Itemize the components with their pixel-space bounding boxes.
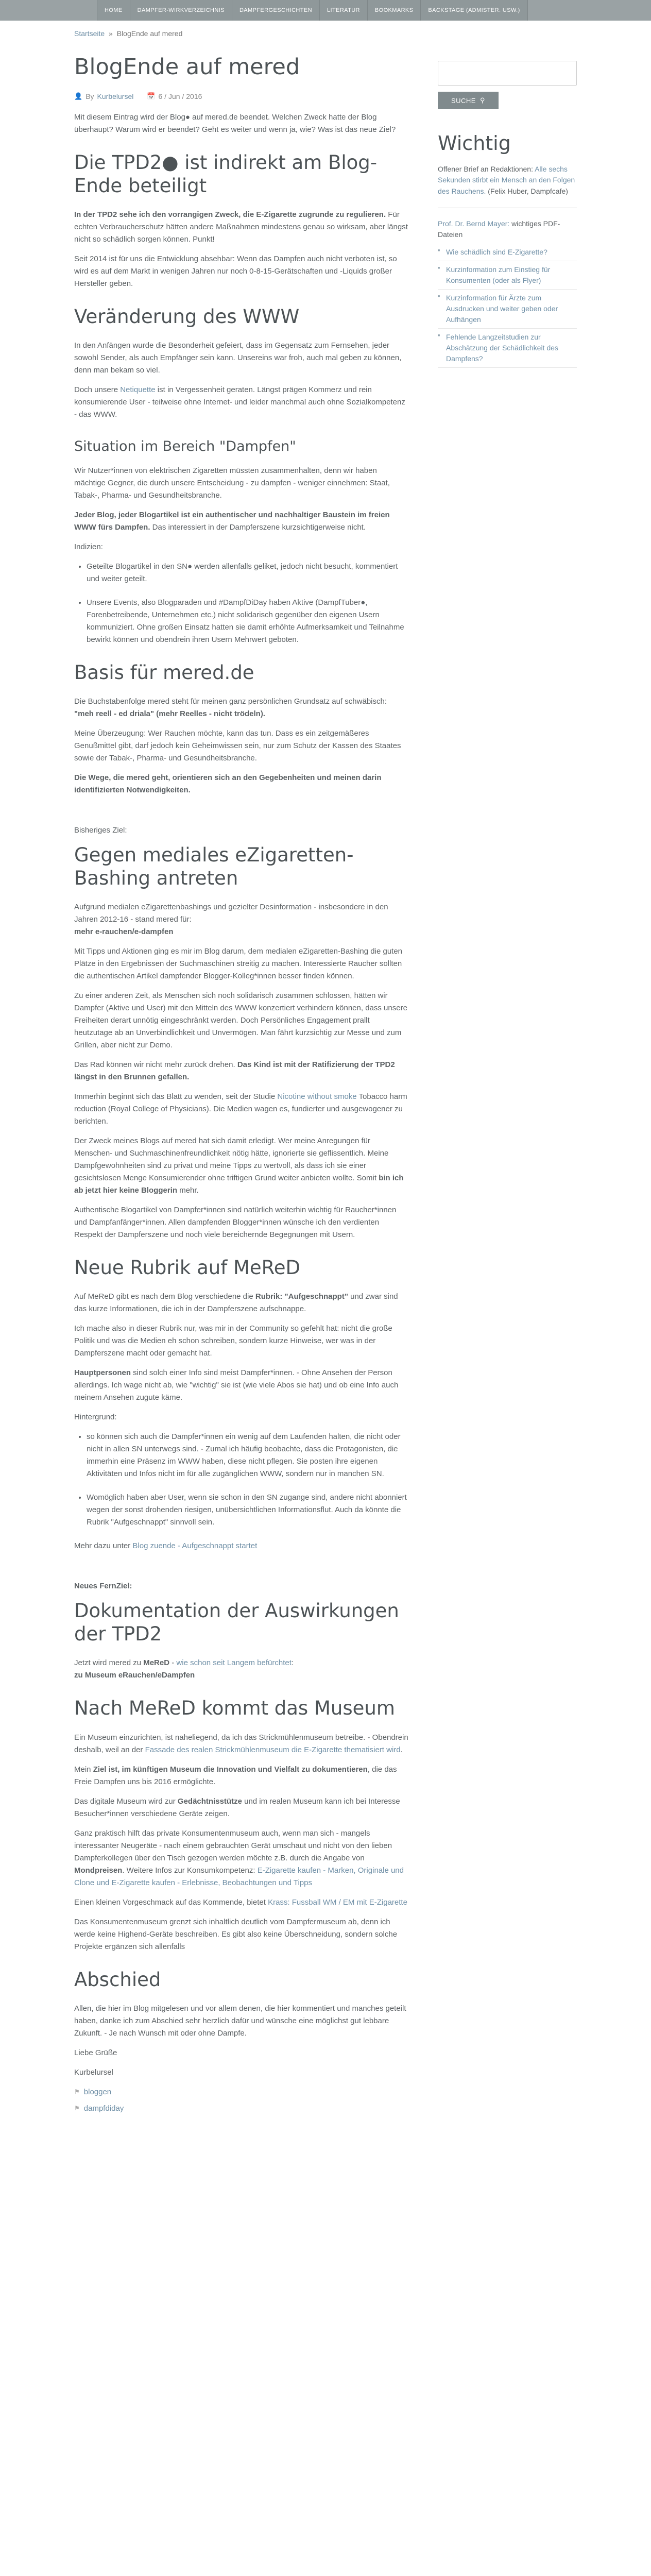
museum-paragraph-3 [74, 1795, 409, 1820]
search-icon: ⚲ [479, 96, 486, 104]
museum-p2-bold: Ziel ist, im künftigen Museum die Innovation und Vielfalt zu dokumentieren [93, 1765, 368, 1774]
basis-quote: "meh reell - ed driala" (mehr Reelles - nicht trödeln). [74, 709, 265, 719]
www-text-a: Doch unsere [74, 385, 121, 395]
heading-situation: Situation im Bereich "Dampfen" [74, 438, 296, 455]
search-button[interactable] [438, 92, 499, 109]
museum-paragraph-2 [74, 1764, 409, 1788]
bashing-p6-text-b: mehr. [177, 1185, 199, 1195]
doku-quote: zu Museum eRauchen/eDampfen [74, 1671, 195, 1680]
tag-dampfdiday[interactable] [74, 2103, 409, 2115]
bashing-paragraph-2: Mit Tipps und Aktionen ging es mir im Blog darum, dem medialen eZigaretten-Bashing die guten Plätze in den Ergebnissen der Suchmaschinen streitig zu machen. Interessierte Raucher sollten die authentischen Artikel dampfender Blogger-Kolleg*innen besser finden können. [74, 946, 403, 980]
heading-basis: Basis für mered.de [74, 661, 254, 684]
abschied-signature: Kurbelursel [74, 2067, 113, 2077]
befuerchtet-link[interactable]: wie schon seit Langem befürchtet [176, 1658, 292, 1668]
nav-item-dampfergeschichten[interactable]: DAMPFERGESCHICHTEN [232, 0, 320, 21]
bashing-paragraph-7: Authentische Blogartikel von Dampfer*innen sind natürlich weiterhin wichtig für Raucher*innen und Dampfanfänger*innen. Allen dampfenden Blogger*innen wünsche ich den verdienten Respekt der Dampferszene und noch viele bereichernde Begegnungen mit Usern. [74, 1205, 397, 1239]
tag-bloggen[interactable] [74, 2086, 409, 2098]
bashing-p4-bold: Das Kind ist mit der Ratifizierung der TPD2 längst in den Brunnen gefallen. [74, 1060, 395, 1081]
sidebar-link[interactable]: Kurzinformation zum Einstieg für Konsumenten (oder als Flyer) [446, 265, 551, 285]
museum-p4-text-a: Ganz praktisch hilft das private Konsumentenmuseum auch, wenn man sich - mangels interessanter Neugeräte - nach einem gebrauchten Gerät umschaut und nicht von den lieben Dampferkollegen über den Tisch gezogen werden möchte z.B. durch die Angabe von [74, 1828, 392, 1862]
heading-rubrik: Neue Rubrik auf MeReD [74, 1256, 300, 1279]
mayer-link[interactable]: Prof. Dr. Bernd Mayer: [438, 219, 510, 228]
nav-item-backstage[interactable]: BACKSTAGE (ADMISTER. USW.) [421, 0, 527, 21]
breadcrumb-home-link[interactable]: Startseite [74, 29, 105, 38]
www-text-b: ist in Vergessenheit geraten. Längst prägen Kommerz und rein konsumierende User - teilweise ohne Internet- und leider manchmal auch ohne Sozialkompetenz - das WWW. [74, 385, 405, 419]
user-icon: 👤 [74, 92, 83, 100]
tpd-paragraph-2: Seit 2014 ist für uns die Entwicklung absehbar: Wenn das Dampfen auch nicht verboten ist, so wird es auf dem Markt in wenigen Jahren nur noch 0-8-15-Gerätschaften und -Liquids großer Hersteller geben. [74, 255, 397, 288]
list-item: • Womöglich haben aber User, wenn sie schon in den SN zugange sind, andere nicht abonniert wegen der sonst drohenden riesigen, unübersichtlichen Informationsflut. Auch da könnte die Rubrik "Aufgeschnappt" sinnvoll sein. [87, 1492, 409, 1529]
calendar-icon: 📅 [147, 92, 156, 100]
rubrik-p3-bold: Hauptpersonen [74, 1368, 131, 1378]
rubrik-paragraph-3 [74, 1367, 409, 1404]
rubrik-bold: Rubrik: "Aufgeschnappt" [255, 1292, 348, 1301]
situation-paragraph-1: Wir Nutzer*innen von elektrischen Zigaretten müssten zusammenhalten, denn wir haben mächtige Gegner, die durch unsere Entscheidung - zu dampfen - weniger einnehmen: Staat, Tabak-, Pharma- und Gesundheitsbranche. [74, 466, 390, 500]
doku-bold: MeReD [143, 1658, 170, 1668]
post-date: 6 / Jun / 2016 [158, 92, 202, 100]
fassade-link[interactable]: Fassade des realen Strickmühlenmuseum die E-Zigarette thematisiert wird [145, 1745, 401, 1754]
heading-www: Veränderung des WWW [74, 306, 300, 328]
list-item: • so können sich auch die Dampfer*innen ein wenig auf dem Laufenden halten, die nicht oder nicht in allen SN unterwegs sind. - Zumal ich häufig beobachte, dass die Protagonisten, die immerhin eine Präsenz im WWW haben, diese nicht pflegen. Sie posten ihre eigenen Aktivitäten und Infos nicht im für alle zugänglichen WWW, sondern nur in manchen SN. [87, 1431, 409, 1480]
offener-text-b: (Felix Huber, Dampfcafe) [486, 187, 568, 195]
situation-paragraph-2 [74, 509, 409, 534]
bashing-paragraph-4 [74, 1059, 409, 1083]
bashing-p5-text-b: Tobacco harm reduction (Royal College of Physicians). Die Medien wagen es, fundierter und ausgewogener zu berichten. [74, 1092, 407, 1126]
offener-brief [438, 164, 577, 197]
bashing-quote: mehr e-rauchen/e-dampfen [74, 927, 174, 936]
rubrik-more [74, 1540, 409, 1552]
post-tags [74, 2086, 409, 2115]
heading-bashing: Gegen mediales eZigaretten-Bashing antreten [74, 844, 354, 889]
search-widget [438, 61, 577, 109]
doku-text-c: : [291, 1658, 294, 1668]
abschied-greeting: Liebe Grüße [74, 2048, 117, 2057]
rubrik-more-text: Mehr dazu unter [74, 1541, 133, 1551]
rubrik-text-b: und zwar sind das kurze Informationen, die ich in der Dampferszene aufschnappe. [74, 1292, 398, 1314]
museum-paragraph-5 [74, 1896, 409, 1909]
museum-p3-text-a: Das digitale Museum wird zur [74, 1797, 178, 1806]
museum-p2-text-b: , die das Freie Dampfen uns bis 2016 ermöglichte. [74, 1765, 397, 1786]
bashing-p6-bold: bin ich ab jetzt hier keine Bloggerin [74, 1173, 404, 1195]
author-prefix: By [85, 92, 94, 100]
hintergrund-list [87, 1431, 409, 1529]
basis-bold: Die Wege, die mered geht, orientieren sich an den Gegebenheiten und meinen darin identifizierten Notwendigkeiten. [74, 773, 382, 795]
bashing-p5-text-a: Immerhin beginnt sich das Blatt zu wenden, seit der Studie [74, 1092, 278, 1101]
tpd-rest: Für echten Verbraucherschutz hätten andere Maßnahmen mindestens genau so wirksam, aber längst nicht so schädlich sorgen können. Punkt! [74, 210, 408, 244]
main-menu [97, 0, 528, 21]
basis-text: Die Buchstabenfolge mered steht für meinen ganz persönlichen Grundsatz auf schwäbisch: [74, 697, 387, 706]
museum-paragraph-1 [74, 1732, 409, 1756]
breadcrumb-separator: » [109, 29, 113, 38]
neues-label: Neues FernZiel: [74, 1582, 132, 1591]
list-item[interactable] [438, 244, 577, 261]
museum-p1-text-b: . [400, 1745, 403, 1754]
breadcrumb-current: BlogEnde auf mered [116, 29, 183, 38]
post-meta [74, 91, 409, 102]
fussball-link[interactable]: Krass: Fussball WM / EM mit E-Zigarette [268, 1897, 407, 1907]
list-item[interactable] [438, 290, 577, 329]
basis-paragraph-1 [74, 696, 409, 720]
mayer-paragraph [438, 218, 577, 241]
list-item[interactable] [438, 261, 577, 290]
netiquette-link[interactable]: Netiquette [120, 385, 156, 395]
aufgeschnappt-link[interactable]: Blog zuende - Aufgeschnappt startet [132, 1541, 258, 1551]
intro-paragraph: Mit diesem Eintrag wird der Blog● auf mered.de beendet. Welchen Zweck hatte der Blog überhaupt? Warum wird er beendet? Geht es weiter und wenn ja, wie? Was ist das neue Ziel? [74, 113, 396, 134]
rubrik-paragraph-2: Ich mache also in dieser Rubrik nur, was mir in der Community so gefehlt hat: nicht die große Politik und was die Medien eh schon schreiben, sondern kurze Hinweise, wer was in der Dampferszene macht oder gemacht hat. [74, 1324, 392, 1358]
heading-museum: Nach MeReD kommt das Museum [74, 1697, 395, 1720]
widget-title: Wichtig [438, 132, 511, 155]
museum-p3-text-b: und im realen Museum kann ich bei Interesse Besucher*innen verschiedene Geräte zeigen. [74, 1797, 400, 1818]
abschied-paragraph: Allen, die hier im Blog mitgelesen und vor allem denen, die hier kommentiert und manches geteilt haben, danke ich zum Abschied sehr herzlich dafür und wünsche eine möglichst gut lebbare Zukunft. - Je nach Wunsch mit oder ohne Dampfe. [74, 2004, 406, 2038]
top-navigation-bar [0, 0, 651, 21]
www-paragraph-2 [74, 384, 409, 421]
museum-p3-bold: Gedächtnisstütze [177, 1797, 242, 1806]
doku-paragraph [74, 1657, 409, 1682]
hintergrund-label: Hintergrund: [74, 1413, 117, 1422]
sidebar-link[interactable]: Wie schädlich sind E-Zigarette? [446, 248, 547, 257]
offener-brief-link[interactable]: Alle sechs Sekunden stirbt ein Mensch an den Folgen des Rauchens. [438, 164, 575, 195]
museum-p4-bold: Mondpreisen [74, 1866, 123, 1875]
tpd-bold: In der TPD2 sehe ich den vorrangigen Zweck, die E-Zigarette zugrunde zu regulieren. [74, 210, 386, 219]
bashing-paragraph-3: Zu einer anderen Zeit, als Menschen sich noch solidarisch zusammen schlossen, hätten wir Dampfer (Aktive und User) mit den Mitteln des WWW konzertiert verhindern können, dass unsere Freiheiten derart unnötig eingeschränkt werden. Doch Persönliches Engagement prallt heutzutage ab an Unverbindlichkeit und Unvermögen. Man fährt kurzsichtig zur Messe und zum Grillen, aber nicht zur Demo. [74, 991, 407, 1049]
bashing-paragraph-1 [74, 901, 409, 938]
indizien-list [87, 561, 409, 646]
list-item: • Geteilte Blogartikel in den SN● werden allenfalls geliket, jedoch nicht besucht, kommentiert und weiter geteilt. [87, 561, 409, 585]
breadcrumb [74, 28, 409, 39]
offener-text-a: Offener Brief an Redaktionen: [438, 164, 535, 173]
museum-p4-text-b: . Weitere Infos zur Konsumkompetenz: [122, 1866, 258, 1875]
page-title: BlogEnde auf mered [74, 54, 300, 80]
nicotine-study-link[interactable]: Nicotine without smoke [277, 1092, 357, 1101]
nav-item-dampfer-wirkverzeichnis[interactable]: DAMPFER-WIRKVERZEICHNIS [130, 0, 232, 21]
indizien-label: Indizien: [74, 542, 103, 551]
bashing-text: Aufgrund medialen eZigarettenbashings und gezielter Desinformation - insbesondere in den Jahren 2012-16 - stand mered für: [74, 902, 388, 924]
www-paragraph-1: In den Anfängen wurde die Besonderheit gefeiert, dass im Gegensatz zum Fernsehen, jeder sowohl Sender, als auch Empfänger sein kann. Unsereins war froh, auch mal geben zu können, denn man bekam so viel. [74, 341, 402, 375]
mayer-text: wichtiges PDF-Dateien [438, 219, 560, 239]
rubrik-text-a: Auf MeReD gibt es nach dem Blog verschiedene die [74, 1292, 255, 1301]
rubrik-p3-rest: sind solch einer Info sind meist Dampfer*innen. - Ohne Ansehen der Person allerdings. Ich wage nicht ab, wie "wichtig" sie ist (wie viele Abos sie hat) und ob eine Info auch meinem Ansehen zugute käme. [74, 1368, 399, 1402]
museum-paragraph-4 [74, 1827, 409, 1889]
museum-p1-text-a: Ein Museum einzurichten, ist naheliegend, da ich das Strickmühlenmuseum betreibe. - Obendrein deshalb, weil an der [74, 1733, 408, 1754]
doku-text-b: - [169, 1658, 177, 1668]
sidebar-links [438, 244, 577, 368]
tag-label[interactable]: dampfdiday [83, 2104, 124, 2113]
bashing-paragraph-5 [74, 1091, 409, 1128]
heading-abschied: Abschied [74, 1968, 161, 1991]
list-item[interactable] [438, 329, 577, 368]
sidebar [438, 61, 577, 368]
basis-paragraph-2: Meine Überzeugung: Wer Rauchen möchte, kann das tun. Dass es ein zeitgemäßeres Genußmittel gibt, darf jedoch kein Geheimwissen sein, nur zum Schutz der Kassen des Staates sowie der Tabak-, Pharma- und Gesundheitsbranche. [74, 729, 401, 763]
search-input[interactable] [438, 61, 577, 86]
bashing-paragraph-6 [74, 1135, 409, 1197]
tag-icon: ⚑ [74, 2088, 80, 2096]
list-item: • Unsere Events, also Blogparaden und #DampfDiDay haben Aktive (DampfTuber●, Forenbetreibende, Unternehmen etc.) nicht solidarisch gegenüber den eigenen Usern kommuniziert. Ohne großen Einsatz hatten sie damit erhöhte Aufmerksamkeit und Teilnahme bewirkt können und obendrein ihren Usern Mehrwert geboten. [87, 597, 409, 646]
nav-item-bookmarks[interactable]: BOOKMARKS [368, 0, 421, 21]
konsumkompetenz-link[interactable]: E-Zigarette kaufen - Marken, Originale und Clone und E-Zigarette kaufen - Erlebnisse, Beobachtungen und Tipps [74, 1866, 404, 1887]
situation-rest: Das interessiert in der Dampferszene kurzsichtigerweise nicht. [150, 522, 366, 532]
situation-bold: Jeder Blog, jeder Blogartikel ist ein authentischer und nachhaltiger Baustein im freien WWW fürs Dampfen. [74, 510, 390, 532]
sidebar-link[interactable]: Kurzinformation für Ärzte zum Ausdrucken und weiter geben oder Aufhängen [446, 294, 558, 324]
basis-paragraph-3 [74, 772, 409, 796]
museum-p5-text: Einen kleinen Vorgeschmack auf das Kommende, bietet [74, 1897, 268, 1907]
search-button-label: SUCHE [451, 96, 476, 105]
bashing-p6-text-a: Der Zweck meines Blogs auf mered hat sich damit erledigt. Wer meine Anregungen für Menschen- und Suchmaschinenfreundlichkeit nötig hätte, ignorierte sie geflissentlich. Meine Dampfgewohnheiten sind zu privat und meine Tipps zu wertvoll, als dass ich sie einer gesichtslosen Menge Konsumierender ohne triftigen Grund weiter anbieten wollte. Somit [74, 1136, 389, 1182]
bashing-p4-text: Das Rad können wir nicht mehr zurück drehen. [74, 1060, 237, 1069]
tpd-paragraph [74, 209, 409, 246]
heading-tpd: Die TPD2● ist indirekt am Blog-Ende beteiligt [74, 151, 378, 197]
author-link[interactable]: Kurbelursel [97, 92, 134, 100]
tag-icon: ⚑ [74, 2105, 80, 2112]
museum-paragraph-6: Das Konsumentenmuseum grenzt sich inhaltlich deutlich vom Dampfermuseum ab, denn ich werde keine Highend-Geräte beschreiben. Es gibt also keine Überschneidung, sondern solche Projekte ergänzen sich allenfalls [74, 1917, 398, 1951]
main-content [74, 28, 409, 2119]
bisheriges-label: Bisheriges Ziel: [74, 826, 127, 835]
rubrik-paragraph-1 [74, 1291, 409, 1315]
tag-label[interactable]: bloggen [83, 2087, 112, 2096]
doku-text-a: Jetzt wird mered zu [74, 1658, 144, 1668]
museum-p2-text-a: Mein [74, 1765, 93, 1774]
heading-doku: Dokumentation der Auswirkungen der TPD2 [74, 1600, 399, 1645]
nav-item-literatur[interactable]: LITERATUR [320, 0, 368, 21]
nav-item-home[interactable]: HOME [97, 0, 130, 21]
sidebar-link[interactable]: Fehlende Langzeitstudien zur Abschätzung der Schädlichkeit des Dampfens? [446, 333, 558, 363]
